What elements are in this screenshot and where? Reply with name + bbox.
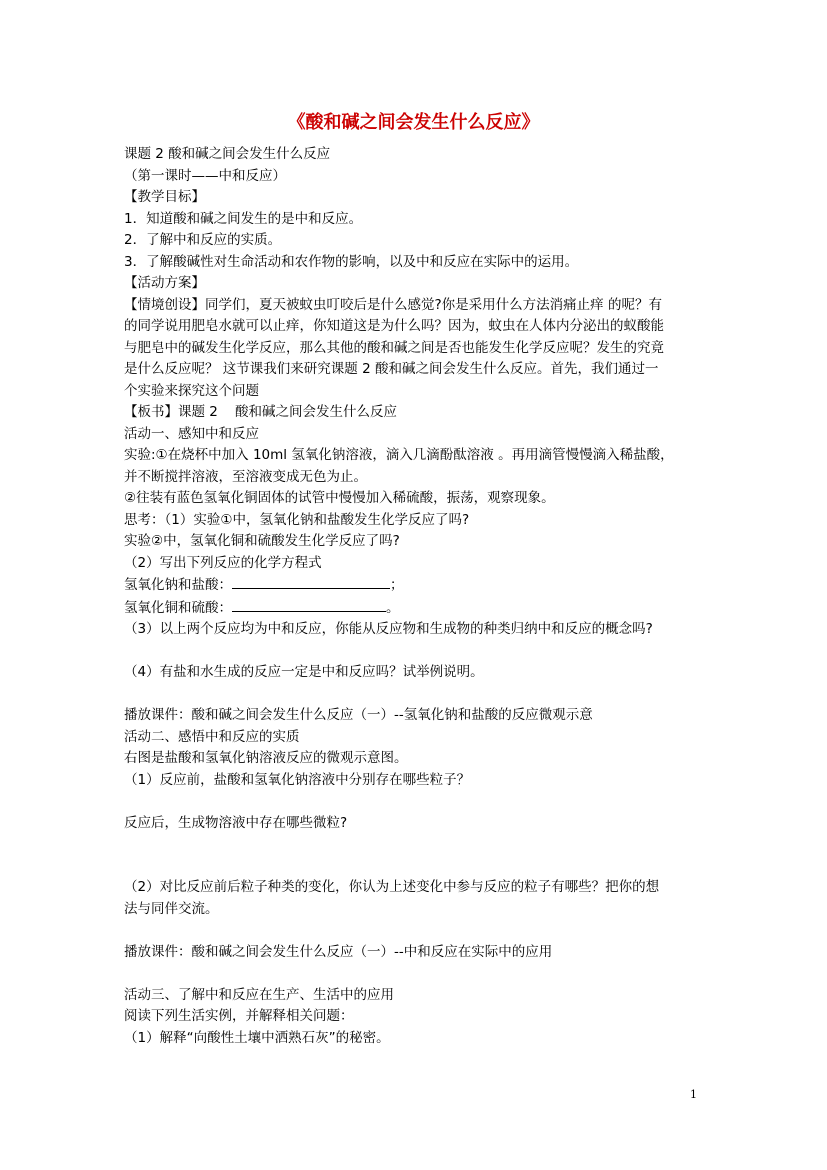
text-line: （1）解释“向酸性土壤中洒熟石灰”的秘密。 xyxy=(124,1029,390,1046)
text-line: 实验②中，氢氧化铜和硫酸发生化学反应了吗? xyxy=(124,533,400,549)
text-line: 是什么反应呢？ 这节课我们来研究课题 2 酸和碱之间会发生什么反应。首先，我们通过一 xyxy=(124,361,659,377)
answer-blank[interactable] xyxy=(232,574,390,589)
text-line: 活动三、了解中和反应在生产、生活中的应用 xyxy=(124,986,394,1003)
text-line: 1．知道酸和碱之间发生的是中和反应。 xyxy=(124,210,363,227)
text-line: 与肥皂中的碱发生化学反应，那么其他的酸和碱之间是否也能发生化学反应呢？发生的究竟 xyxy=(124,339,664,356)
text-line: 【板书】课题 2 酸和碱之间会发生什么反应 xyxy=(124,404,398,420)
equation-line-1 xyxy=(124,574,710,597)
section-heading: 【教学目标】 xyxy=(124,189,205,205)
section-heading: 【活动方案】 xyxy=(124,275,205,291)
text-line: 活动一、感知中和反应 xyxy=(124,425,259,442)
text-line: （3）以上两个反应均为中和反应，你能从反应物和生成物的种类归纳中和反应的概念吗? xyxy=(124,621,653,637)
equation-end: ； xyxy=(390,577,404,593)
equation-label: 氢氧化铜和硫酸： xyxy=(124,599,232,616)
text-line: 并不断搅拌溶液，至溶液变成无色为止。 xyxy=(124,468,367,485)
document-title: 《酸和碱之间会发生什么反应》 xyxy=(287,112,540,133)
text-line: 右图是盐酸和氢氧化钠溶液反应的微观示意图。 xyxy=(124,750,408,766)
text-line: 活动二、感悟中和反应的实质 xyxy=(124,728,300,745)
text-line: （4）有盐和水生成的反应一定是中和反应吗？试举例说明。 xyxy=(124,664,484,680)
document-body xyxy=(124,144,710,1049)
text-line: 反应后，生成物溶液中存在哪些微粒? xyxy=(124,814,348,831)
text-line: （2）写出下列反应的化学方程式 xyxy=(124,554,322,571)
text-line: 播放课件：酸和碱之间会发生什么反应（一）--氢氧化钠和盐酸的反应微观示意 xyxy=(124,707,593,723)
text-line: 2．了解中和反应的实质。 xyxy=(124,232,282,248)
text-line: 3．了解酸碱性对生命活动和农作物的影响，以及中和反应在实际中的运用。 xyxy=(124,253,579,270)
text-line: 【情境创设】同学们，夏天被蚊虫叮咬后是什么感觉?你是采用什么方法消痛止痒 的呢？有 xyxy=(124,296,662,313)
equation-label: 氢氧化钠和盐酸： xyxy=(124,577,232,593)
text-line: （1）反应前，盐酸和氢氧化钠溶液中分别存在哪些粒子？ xyxy=(124,771,471,788)
text-line: 思考：（1）实验①中，氢氧化钠和盐酸发生化学反应了吗? xyxy=(124,511,470,528)
text-line: 播放课件：酸和碱之间会发生什么反应（一）--中和反应在实际中的应用 xyxy=(124,943,553,960)
text-line: 实验:①在烧杯中加入 10ml 氢氧化钠溶液，滴入几滴酚酞溶液 。再用滴管慢慢滴入稀盐酸， xyxy=(124,447,674,463)
answer-blank[interactable] xyxy=(232,597,386,612)
text-line: （2）对比反应前后粒子种类的变化，你认为上述变化中参与反应的粒子有哪些？把你的想 xyxy=(124,879,660,895)
page-number: 1 xyxy=(690,1088,697,1101)
equation-line-2 xyxy=(124,597,710,620)
text-line: 法与同伴交流。 xyxy=(124,900,219,917)
text-line: （第一课时——中和反应） xyxy=(124,167,286,184)
text-line: 的同学说用肥皂水就可以止痒，你知道这是为什么吗？因为，蚊虫在人体内分泌出的蚁酸能 xyxy=(124,318,664,334)
text-line: ②往装有蓝色氢氧化铜固体的试管中慢慢加入稀硫酸，振荡，观察现象。 xyxy=(124,490,555,506)
text-line: 个实验来探究这个问题 xyxy=(124,382,259,399)
equation-end: 。 xyxy=(386,599,400,616)
text-line: 课题 2 酸和碱之间会发生什么反应 xyxy=(124,146,331,162)
text-line: 阅读下列生活实例，并解释相关问题： xyxy=(124,1008,354,1024)
